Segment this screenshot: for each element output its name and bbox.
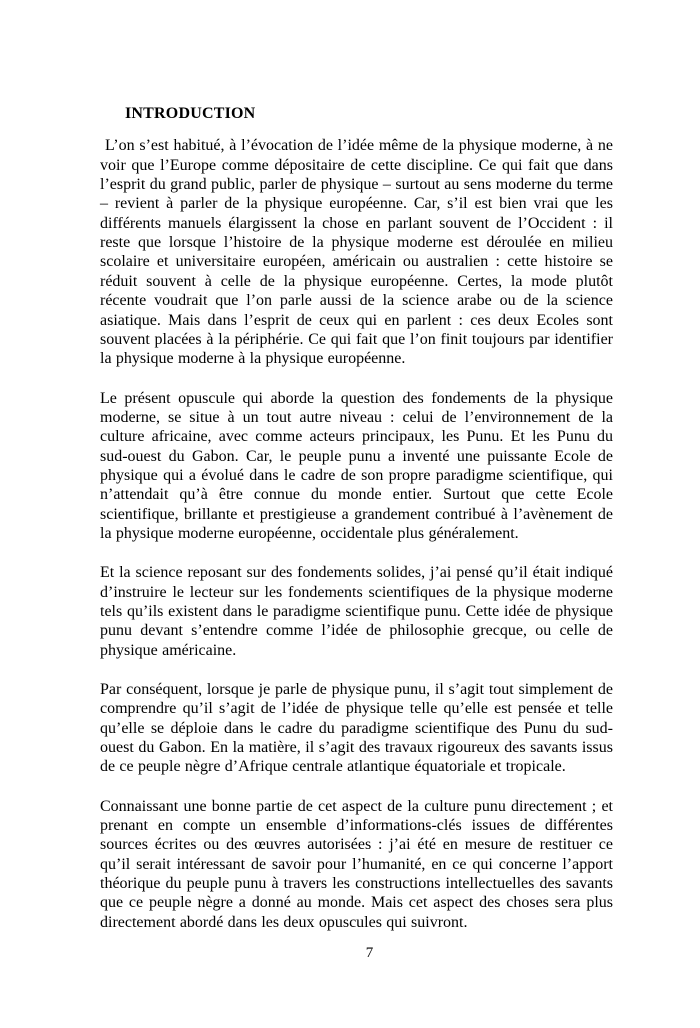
paragraph-2: Le présent opuscule qui aborde la question des fondements de la physique moderne, se situe à un tout autre niveau : celui de l’environnement de la culture africaine, avec comme acteurs principaux, les Punu. Et les Punu du sud-ouest du Gabon. Car, le peuple punu a inventé une puissante Ecole de physique qui a évolué dans le cadre de son propre paradigme scientifique, qui n’attendait qu’à être connue du monde entier. Surtout que cette Ecole scientifique, brillante et prestigieuse a grandement contribué à l’avènement de la physique moderne européenne, occidentale plus généralement. xyxy=(100,389,613,542)
section-title: INTRODUCTION xyxy=(125,105,256,122)
paragraph-1: L’on s’est habitué, à l’évocation de l’idée même de la physique moderne, à ne voir que l’Europe comme dépositaire de cette discipline. Ce qui fait que dans l’esprit du grand public, parler de physique – surtout au sens moderne du terme – revient à parler de la physique européenne. Car, s’il est bien vrai que les différents manuels élargissent la chose en parlant souvent de l’Occident : il reste que lorsque l’histoire de la physique moderne est déroulée en milieu scolaire et universitaire européen, américain ou australien : cette histoire se réduit souvent à celle de la physique européenne. Certes, la mode plutôt récente voudrait que l’on parle aussi de la science arabe ou de la science asiatique. Mais dans l’esprit de ceux qui en parlent : ces deux Ecoles sont souvent placées à la périphérie. Ce qui fait que l’on finit toujours par identifier la physique moderne à la physique européenne. xyxy=(100,137,613,368)
paragraph-3: Et la science reposant sur des fondements solides, j’ai pensé qu’il était indiqué d’instruire le lecteur sur les fondements scientifiques de la physique moderne tels qu’ils existent dans le paradigme scientifique punu. Cette idée de physique punu devant s’entendre comme l’idée de philosophie grecque, ou celle de physique américaine. xyxy=(100,564,613,659)
page-number: 7 xyxy=(365,945,374,961)
text-column xyxy=(100,104,613,952)
paragraph-5: Connaissant une bonne partie de cet aspect de la culture punu directement ; et prenant en compte un ensemble d’informations-clés issues de différentes sources écrites ou des œuvres autorisées : j’ai été en mesure de restituer ce qu’il serait intéressant de savoir pour l’humanité, en ce qui concerne l’apport théorique du peuple punu à travers les constructions intellectuelles des savants que ce peuple nègre a donné au monde. Mais cet aspect des choses sera plus directement abordé dans les deux opuscules qui suivront. xyxy=(100,797,613,931)
paragraph-4: Par conséquent, lorsque je parle de physique punu, il s’agit tout simplement de comprendre qu’il s’agit de l’idée de physique telle qu’elle est pensée et telle qu’elle se déploie dans le cadre du paradigme scientifique des Punu du sud-ouest du Gabon. En la matière, il s’agit des travaux rigoureux des savants issus de ce peuple nègre d’Afrique centrale atlantique équatoriale et tropicale. xyxy=(100,681,613,776)
